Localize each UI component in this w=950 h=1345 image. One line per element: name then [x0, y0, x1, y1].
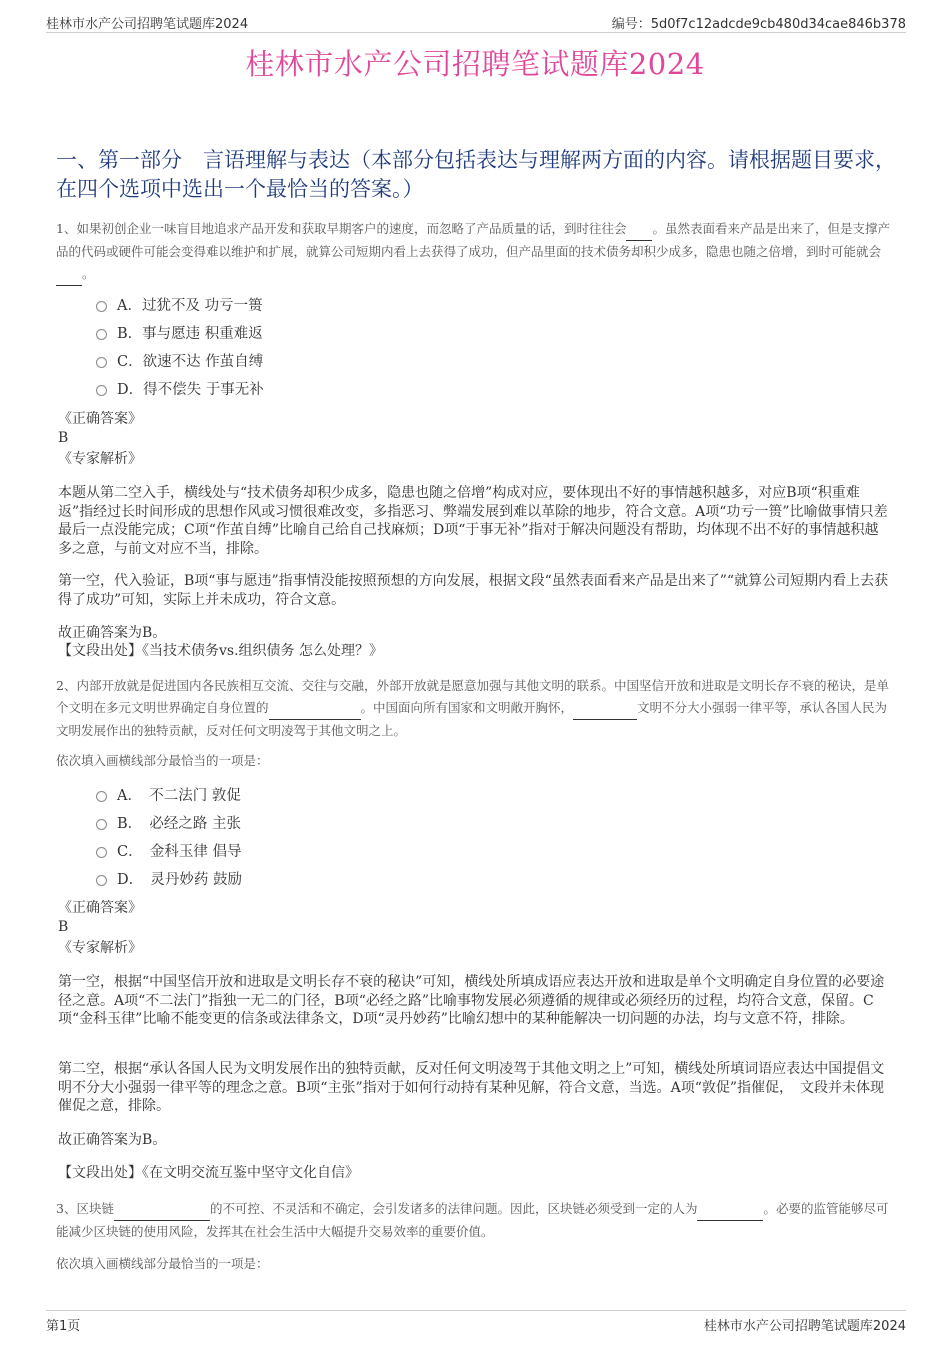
blank-line — [56, 263, 82, 286]
blank-line — [573, 697, 637, 720]
option-c[interactable]: C． 金科玉律 倡导 — [96, 838, 242, 866]
option-b[interactable]: B． 必经之路 主张 — [96, 810, 242, 838]
radio-button[interactable] — [96, 875, 107, 886]
analysis-paragraph: 第二空，根据“承认各国人民为文明发展作出的独特贡献，反对任何文明凌驾于其他文明之上”可知，横线处所填词语应表达中国提倡文明不分大小强弱一律平等的理念之意。B项“主张”指对于如何行动持有某种见解，符合文意，当选。A项“敦促”指催促， 文段并未体现催促之意，排除。 — [58, 1061, 885, 1114]
blank-line — [114, 1198, 210, 1221]
question-2-options — [96, 782, 242, 894]
question-prompt: 依次填入画横线部分最恰当的一项是： — [56, 1256, 269, 1271]
analysis-label: 《专家解析》 — [58, 451, 142, 467]
option-a[interactable]: A．过犹不及 功亏一篑 — [96, 292, 264, 320]
analysis-paragraph: 第一空，代入验证，B项“事与愿违”指事情没能按照预想的方向发展，根据文段“虽然表面看来产品是出来了”“就算公司短期内看上去获得了成功”可知，实际上并未成功，符合文意。 — [58, 573, 889, 608]
document-title: 桂林市水产公司招聘笔试题库2024 — [245, 47, 705, 81]
radio-button[interactable] — [96, 301, 107, 312]
section-heading: 一、第一部分 言语理解与表达（本部分包括表达与理解两方面的内容。请根据题目要求，在四个选项中选出一个最恰当的答案。） — [56, 148, 896, 201]
radio-button[interactable] — [96, 329, 107, 340]
answer-value: B — [58, 919, 69, 935]
footer-title: 桂林市水产公司招聘笔试题库2024 — [703, 1319, 906, 1334]
analysis-label: 《专家解析》 — [58, 940, 142, 956]
question-3-text: 3、区块链 的不可控、不灵活和不确定，会引发诸多的法律问题。因此，区块链必须受到一定的人为 。必要的监管能够尽可能减少区块链的使用风险，发挥其在社会生活中大幅提升交易效率的重要价值。 — [56, 1198, 894, 1243]
analysis-paragraph: 第一空，根据“中国坚信开放和进取是文明长存不衰的秘诀”可知，横线处所填成语应表达开放和进取是单个文明确定自身位置的必要途径之意。A项“不二法门”指独一无二的门径，B项“必经之路”比喻事物发展必须遵循的规律或必须经历的过程，均符合文意，保留。C项“金科玉律”比喻不能变更的信条或法律条文，D项“灵丹妙药”比喻幻想中的某种能解决一切问题的办法，均与文意不符，排除。 — [58, 974, 885, 1027]
question-2-text: 2、内部开放就是促进国内各民族相互交流、交往与交融，外部开放就是愿意加强与其他文明的联系。中国坚信开放和进取是文明长存不衰的秘诀，是单个文明在多元文明世界确定自身位置的 。中国面向所有国家和文明敞开胸怀， 文明不分大小强弱一律平等，承认各国人民为文明发展作出的独特贡献，反对任何文明凌驾于其他文明之上。 — [56, 678, 889, 738]
header-title: 桂林市水产公司招聘笔试题库2024 — [46, 17, 249, 32]
option-d[interactable]: D．得不偿失 于事无补 — [96, 376, 264, 404]
header-serial-number: 编号：5d0f7c12adcde9cb480d34cae846b378 — [611, 17, 906, 32]
source-citation: 【文段出处】《当技术债务vs.组织债务 怎么处理？》 — [58, 643, 383, 659]
option-b[interactable]: B．事与愿违 积重难返 — [96, 320, 264, 348]
answer-value: B — [58, 430, 69, 446]
radio-button[interactable] — [96, 847, 107, 858]
option-a[interactable]: A． 不二法门 敦促 — [96, 782, 242, 810]
page-number: 第1页 — [46, 1319, 81, 1334]
blank-line — [626, 218, 652, 241]
answer-label: 《正确答案》 — [58, 411, 142, 427]
question-1-options — [96, 292, 264, 404]
question-1-text: 1、如果初创企业一味盲目地追求产品开发和获取早期客户的速度，而忽略了产品质量的话，到时往往会 。虽然表面看来产品是出来了，但是支撑产品的代码或硬件可能会变得难以维护和扩展，就算公司短期内看上去获得了成功，但产品里面的技术债务却积少成多，隐患也随之倍增，到时可能就会 。 — [56, 218, 894, 286]
blank-line — [697, 1198, 763, 1221]
source-citation: 【文段出处】《在文明交流互鉴中坚守文化自信》 — [58, 1165, 359, 1181]
question-prompt: 依次填入画横线部分最恰当的一项是： — [56, 753, 269, 768]
option-d[interactable]: D． 灵丹妙药 鼓励 — [96, 866, 242, 894]
radio-button[interactable] — [96, 357, 107, 368]
blank-line — [269, 697, 361, 720]
page-footer — [46, 1310, 906, 1335]
page-header — [46, 10, 906, 33]
radio-button[interactable] — [96, 385, 107, 396]
analysis-paragraph: 本题从第二空入手，横线处与“技术债务却积少成多，隐患也随之倍增”构成对应，要体现出不好的事情越积越多，对应B项“积重难返”指经过长时间形成的思想作风或习惯很难改变，多指恶习、弊端发展到难以革除的地步，符合文意。A项“功亏一篑”比喻做事情只差最后一点没能完成；C项“作茧自缚”比喻自己给自己找麻烦；D项“于事无补”指对于解决问题没有帮助，均体现不出不好的事情越积越多之意，与前文对应不当，排除。 — [58, 485, 888, 557]
radio-button[interactable] — [96, 791, 107, 802]
conclusion: 故正确答案为B。 — [58, 625, 167, 641]
radio-button[interactable] — [96, 819, 107, 830]
option-c[interactable]: C．欲速不达 作茧自缚 — [96, 348, 264, 376]
answer-label: 《正确答案》 — [58, 900, 142, 916]
conclusion: 故正确答案为B。 — [58, 1132, 167, 1148]
